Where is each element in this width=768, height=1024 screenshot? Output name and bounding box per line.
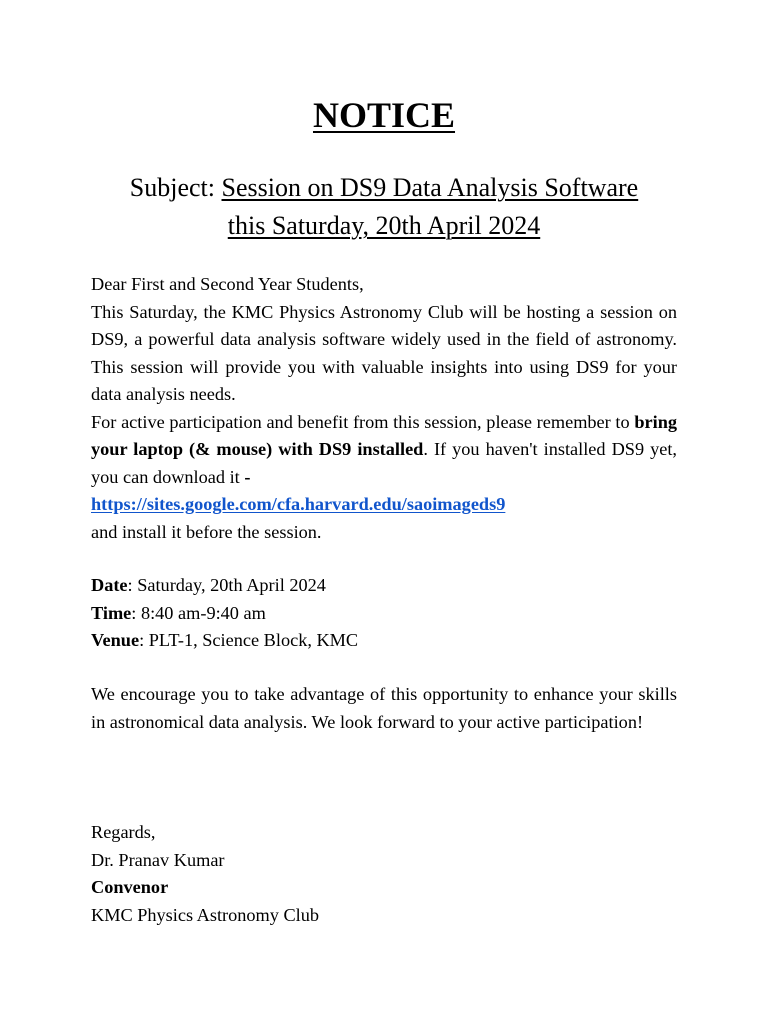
participation-dash: - <box>244 466 251 487</box>
venue-value: : PLT-1, Science Block, KMC <box>139 630 359 650</box>
download-link[interactable]: https://sites.google.com/cfa.harvard.edu/saoimageds9 <box>91 494 506 514</box>
greeting: Dear First and Second Year Students, <box>91 274 364 294</box>
notice-body <box>91 271 677 546</box>
closing-block <box>91 681 677 736</box>
download-link-line <box>91 491 677 519</box>
signatory-name: Dr. Pranav Kumar <box>91 849 225 870</box>
intro-paragraph: This Saturday, the KMC Physics Astronomy Club will be hosting a session on DS9, a powerful data analysis software widely used in the field of astronomy. This session will provide you with valuable insights into using DS9 for your data analysis needs. <box>91 301 677 404</box>
signature-block <box>91 819 677 929</box>
notice-subject <box>60 169 708 245</box>
participation-post: . If you haven't installed DS9 yet, you can download it <box>91 439 677 487</box>
participation-bold: bring your laptop (& mouse) with DS9 installed <box>91 411 677 459</box>
participation-paragraph <box>91 409 677 492</box>
date-value: : Saturday, 20th April 2024 <box>127 575 326 595</box>
signatory-role: Convenor <box>91 877 169 897</box>
encourage-paragraph: We encourage you to take advantage of this opportunity to enhance your skills in astronomical data analysis. We look forward to your active participation! <box>91 684 677 732</box>
date-label: Date <box>91 575 128 595</box>
subject-line-2: this Saturday, 20th April 2024 <box>227 211 541 240</box>
event-details <box>91 572 677 655</box>
time-label: Time <box>91 602 132 623</box>
install-note: and install it before the session. <box>91 521 322 542</box>
subject-prefix: Subject: <box>129 173 222 202</box>
venue-row <box>91 627 677 655</box>
subject-line-1: Session on DS9 Data Analysis Software <box>221 173 639 202</box>
time-value: : 8:40 am-9:40 am <box>131 602 266 623</box>
participation-pre: For active participation and benefit from this session, please remember to <box>91 411 635 432</box>
venue-label: Venue <box>91 630 140 650</box>
regards: Regards, <box>91 822 156 842</box>
notice-title <box>0 93 768 137</box>
notice-title-text: NOTICE <box>312 95 456 135</box>
time-row <box>91 600 677 628</box>
signatory-organization: KMC Physics Astronomy Club <box>91 904 320 925</box>
date-row <box>91 572 677 600</box>
